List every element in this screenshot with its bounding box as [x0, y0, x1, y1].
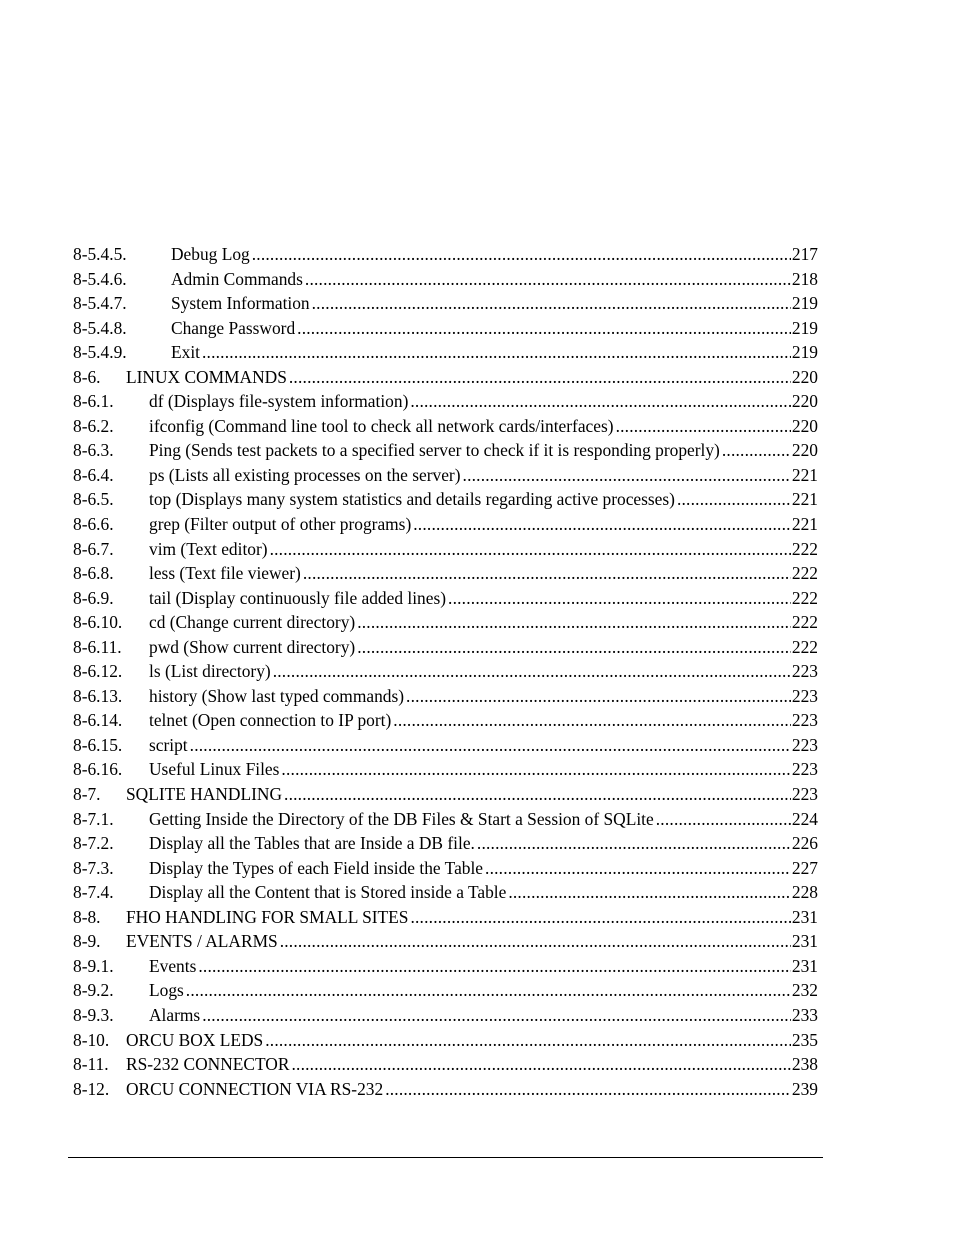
toc-entry[interactable]: [73, 708, 818, 733]
toc-entry-title[interactable]: SQLITE HANDLING: [126, 782, 283, 807]
toc-entry-page-number[interactable]: 218: [791, 268, 818, 289]
toc-entry-page-number[interactable]: 231: [791, 931, 818, 952]
toc-dot-leader: [357, 610, 791, 635]
toc-entry[interactable]: [73, 929, 818, 954]
toc-entry-number: 8-9.3.: [73, 1004, 114, 1025]
toc-entry-title[interactable]: Getting Inside the Directory of the DB Files & Start a Session of SQLite: [149, 807, 655, 832]
toc-entry-title[interactable]: less (Text file viewer): [149, 561, 302, 586]
toc-entry-body: [149, 586, 818, 611]
toc-entry-number: 8-6.1.: [73, 391, 114, 412]
toc-dot-leader: [357, 635, 791, 660]
toc-entry-number: 8-7.1.: [73, 808, 114, 829]
toc-dot-leader: [190, 733, 791, 758]
toc-entry-title[interactable]: tail (Display continuously file added lines): [149, 586, 447, 611]
toc-entry-number: 8-7.2.: [73, 833, 114, 854]
toc-entry-number: 8-6.14.: [73, 710, 123, 731]
toc-entry[interactable]: [73, 340, 818, 365]
toc-entry[interactable]: [73, 463, 818, 488]
toc-entry-page-number[interactable]: 226: [791, 833, 818, 854]
toc-entry-body: [149, 610, 818, 635]
toc-entry-page-number[interactable]: 221: [791, 514, 818, 535]
toc-entry-title[interactable]: LINUX COMMANDS: [126, 365, 288, 390]
toc-dot-leader: [252, 242, 791, 267]
toc-entry-body: [149, 635, 818, 660]
toc-entry-page-number[interactable]: 223: [791, 784, 818, 805]
toc-entry[interactable]: [73, 831, 818, 856]
toc-entry-page-number[interactable]: 233: [791, 1004, 818, 1025]
toc-dot-leader: [410, 905, 790, 930]
toc-entry-page-number[interactable]: 227: [791, 857, 818, 878]
toc-entry-number: 8-9.: [73, 931, 101, 952]
toc-entry-page-number[interactable]: 223: [791, 759, 818, 780]
toc-entry-title[interactable]: Ping (Sends test packets to a specified server to check if it is responding properly): [149, 438, 721, 463]
toc-entry-number: 8-6.7.: [73, 538, 114, 559]
toc-entry-body: [149, 733, 818, 758]
toc-dot-leader: [273, 659, 791, 684]
toc-entry-page-number[interactable]: 220: [791, 366, 818, 387]
toc-entry-body: [149, 561, 818, 586]
toc-entry-body: [149, 414, 818, 439]
toc-entry-number: 8-11.: [73, 1054, 109, 1075]
toc-entry-page-number[interactable]: 217: [791, 244, 818, 264]
toc-entry-body: [171, 340, 818, 365]
toc-dot-leader: [393, 708, 791, 733]
toc-entry-page-number[interactable]: 220: [791, 440, 818, 461]
toc-dot-leader: [413, 512, 791, 537]
toc-entry-number: 8-6.5.: [73, 489, 114, 510]
toc-entry-body: [149, 438, 818, 463]
toc-entry[interactable]: [73, 537, 818, 562]
toc-dot-leader: [616, 414, 791, 439]
toc-entry-title[interactable]: ORCU BOX LEDS: [126, 1028, 264, 1053]
toc-entry-title[interactable]: Admin Commands: [171, 267, 304, 292]
toc-entry-number: 8-6.3.: [73, 440, 114, 461]
toc-entry-body: [149, 684, 818, 709]
toc-entry[interactable]: [73, 733, 818, 758]
toc-entry-number: 8-6.10.: [73, 612, 123, 633]
toc-entry-number: 8-5.4.7.: [73, 293, 127, 314]
toc-entry-number: 8-7.3.: [73, 857, 114, 878]
toc-entry-title[interactable]: Display all the Tables that are Inside a DB file.: [149, 831, 476, 856]
toc-entry-title[interactable]: ORCU CONNECTION VIA RS-232: [126, 1077, 384, 1102]
toc-entry[interactable]: [73, 1028, 818, 1053]
toc-entry-number: 8-6.15.: [73, 734, 123, 755]
toc-dot-leader: [722, 438, 791, 463]
toc-entry-page-number[interactable]: 221: [791, 464, 818, 485]
toc-entry-page-number[interactable]: 219: [791, 317, 818, 338]
toc-entry-title[interactable]: top (Displays many system statistics and details regarding active processes): [149, 487, 676, 512]
toc-entry[interactable]: [73, 1052, 818, 1077]
toc-entry-title[interactable]: Alarms: [149, 1003, 201, 1028]
toc-entry-page-number[interactable]: 219: [791, 342, 818, 363]
toc-entry-body: [126, 782, 818, 807]
toc-dot-leader: [677, 487, 791, 512]
footer-divider: [68, 1157, 823, 1158]
toc-entry-body: [149, 757, 818, 782]
toc-entry-body: [171, 267, 818, 292]
table-of-contents: [73, 242, 818, 1101]
toc-dot-leader: [485, 856, 791, 881]
toc-entry-number: 8-12.: [73, 1078, 110, 1099]
toc-dot-leader: [477, 831, 791, 856]
toc-entry-number: 8-6.9.: [73, 587, 114, 608]
toc-entry-body: [149, 487, 818, 512]
toc-entry[interactable]: [73, 438, 818, 463]
toc-entry[interactable]: [73, 1003, 818, 1028]
toc-entry-number: 8-6.: [73, 366, 101, 387]
toc-entry-page-number[interactable]: 220: [791, 391, 818, 412]
toc-entry-page-number[interactable]: 222: [791, 636, 818, 657]
toc-entry-body: [149, 978, 818, 1003]
toc-entry[interactable]: [73, 782, 818, 807]
toc-entry-number: 8-8.: [73, 906, 101, 927]
toc-entry-body: [126, 905, 818, 930]
toc-entry[interactable]: [73, 365, 818, 390]
toc-entry[interactable]: [73, 487, 818, 512]
toc-entry[interactable]: [73, 291, 818, 316]
toc-entry-page-number[interactable]: 231: [791, 955, 818, 976]
toc-entry-title[interactable]: Display the Types of each Field inside the Table: [149, 856, 484, 881]
toc-entry-number: 8-6.12.: [73, 661, 123, 682]
toc-entry-title[interactable]: Events: [149, 954, 197, 979]
toc-entry-title[interactable]: ls (List directory): [149, 659, 272, 684]
toc-entry-title[interactable]: Exit: [171, 340, 201, 365]
toc-entry[interactable]: [73, 316, 818, 341]
toc-dot-leader: [508, 880, 791, 905]
toc-entry-number: 8-6.4.: [73, 464, 114, 485]
toc-entry-number: 8-9.2.: [73, 980, 114, 1001]
toc-entry-title[interactable]: telnet (Open connection to IP port): [149, 708, 392, 733]
toc-entry-title[interactable]: System Information: [171, 291, 311, 316]
toc-entry[interactable]: [73, 414, 818, 439]
toc-entry-title[interactable]: Change Password: [171, 316, 296, 341]
toc-entry-page-number[interactable]: 220: [791, 415, 818, 436]
toc-entry[interactable]: [73, 659, 818, 684]
toc-entry-page-number[interactable]: 224: [791, 808, 818, 829]
toc-entry-number: 8-6.8.: [73, 563, 114, 584]
toc-entry-title[interactable]: pwd (Show current directory): [149, 635, 356, 660]
toc-dot-leader: [284, 782, 791, 807]
toc-entry-body: [149, 389, 818, 414]
toc-entry[interactable]: [73, 954, 818, 979]
toc-dot-leader: [198, 954, 791, 979]
toc-dot-leader: [280, 929, 791, 954]
toc-entry-title[interactable]: Logs: [149, 978, 185, 1003]
toc-entry-title[interactable]: ps (Lists all existing processes on the server): [149, 463, 462, 488]
toc-entry-body: [149, 537, 818, 562]
toc-entry-page-number[interactable]: 231: [791, 906, 818, 927]
toc-entry-body: [149, 708, 818, 733]
toc-entry-title[interactable]: grep (Filter output of other programs): [149, 512, 412, 537]
toc-entry-body: [149, 880, 818, 905]
toc-entry[interactable]: [73, 267, 818, 292]
toc-entry[interactable]: [73, 807, 818, 832]
toc-entry[interactable]: [73, 757, 818, 782]
toc-entry-title[interactable]: ifconfig (Command line tool to check all network cards/interfaces): [149, 414, 615, 439]
toc-entry-page-number[interactable]: 232: [791, 980, 818, 1001]
toc-entry[interactable]: [73, 856, 818, 881]
toc-entry-number: 8-5.4.9.: [73, 342, 127, 363]
toc-dot-leader: [202, 340, 791, 365]
toc-dot-leader: [186, 978, 791, 1003]
toc-entry-body: [149, 856, 818, 881]
toc-dot-leader: [305, 267, 791, 292]
toc-dot-leader: [291, 1052, 790, 1077]
toc-entry-body: [171, 242, 818, 267]
toc-entry-title[interactable]: Useful Linux Files: [149, 757, 280, 782]
toc-entry-title[interactable]: df (Displays file-system information): [149, 389, 409, 414]
toc-entry-number: 8-10.: [73, 1029, 110, 1050]
toc-entry-number: 8-6.11.: [73, 636, 122, 657]
toc-entry-number: 8-5.4.5.: [73, 244, 127, 264]
toc-entry-number: 8-7.4.: [73, 882, 114, 903]
toc-dot-leader: [406, 684, 791, 709]
toc-entry-page-number[interactable]: 221: [791, 489, 818, 510]
toc-dot-leader: [410, 389, 791, 414]
toc-entry-body: [126, 1052, 818, 1077]
toc-entry[interactable]: [73, 561, 818, 586]
toc-dot-leader: [463, 463, 791, 488]
toc-entry-number: 8-7.: [73, 784, 101, 805]
toc-entry-body: [149, 954, 818, 979]
toc-entry-page-number[interactable]: 223: [791, 685, 818, 706]
toc-entry-title[interactable]: vim (Text editor): [149, 537, 269, 562]
toc-entry-number: 8-9.1.: [73, 955, 114, 976]
toc-dot-leader: [385, 1077, 791, 1102]
toc-dot-leader: [312, 291, 791, 316]
toc-entry-body: [171, 291, 818, 316]
toc-entry-page-number[interactable]: 222: [791, 538, 818, 559]
toc-entry-page-number[interactable]: 223: [791, 734, 818, 755]
toc-entry-title[interactable]: FHO HANDLING FOR SMALL SITES: [126, 905, 409, 930]
toc-entry[interactable]: [73, 1077, 818, 1102]
toc-entry-number: 8-6.13.: [73, 685, 123, 706]
toc-entry-body: [149, 1003, 818, 1028]
toc-entry-page-number[interactable]: 235: [791, 1029, 818, 1050]
toc-entry-page-number[interactable]: 238: [791, 1054, 818, 1075]
toc-entry-number: 8-5.4.6.: [73, 268, 127, 289]
toc-entry-number: 8-5.4.8.: [73, 317, 127, 338]
toc-entry[interactable]: [73, 586, 818, 611]
toc-entry-page-number[interactable]: 223: [791, 661, 818, 682]
toc-entry-title[interactable]: history (Show last typed commands): [149, 684, 405, 709]
toc-entry-body: [149, 831, 818, 856]
toc-dot-leader: [281, 757, 790, 782]
toc-entry-page-number[interactable]: 219: [791, 293, 818, 314]
toc-entry-body: [149, 807, 818, 832]
toc-entry-body: [126, 365, 818, 390]
toc-dot-leader: [289, 365, 791, 390]
toc-entry-page-number[interactable]: 223: [791, 710, 818, 731]
toc-dot-leader: [270, 537, 791, 562]
toc-entry-body: [149, 659, 818, 684]
toc-entry-body: [126, 1077, 818, 1102]
toc-entry[interactable]: [73, 880, 818, 905]
toc-entry[interactable]: [73, 635, 818, 660]
toc-entry[interactable]: [73, 684, 818, 709]
toc-entry[interactable]: [73, 905, 818, 930]
toc-entry-body: [149, 463, 818, 488]
toc-entry-page-number[interactable]: 222: [791, 563, 818, 584]
toc-entry-title[interactable]: RS-232 CONNECTOR: [126, 1052, 290, 1077]
toc-entry[interactable]: [73, 512, 818, 537]
toc-entry-body: [126, 1028, 818, 1053]
toc-entry-number: 8-6.16.: [73, 759, 123, 780]
toc-entry-page-number[interactable]: 239: [791, 1078, 818, 1099]
toc-dot-leader: [297, 316, 791, 341]
toc-entry[interactable]: [73, 978, 818, 1003]
toc-dot-leader: [265, 1028, 791, 1053]
toc-entry[interactable]: [73, 242, 818, 267]
toc-entry-page-number[interactable]: 228: [791, 882, 818, 903]
toc-entry-title[interactable]: cd (Change current directory): [149, 610, 356, 635]
toc-entry-title[interactable]: Debug Log: [171, 242, 251, 267]
toc-entry-number: 8-6.2.: [73, 415, 114, 436]
toc-dot-leader: [656, 807, 791, 832]
toc-dot-leader: [448, 586, 791, 611]
toc-entry-body: [171, 316, 818, 341]
toc-entry[interactable]: [73, 610, 818, 635]
toc-entry-body: [149, 512, 818, 537]
toc-entry-number: 8-6.6.: [73, 514, 114, 535]
toc-dot-leader: [202, 1003, 791, 1028]
toc-dot-leader: [303, 561, 791, 586]
toc-entry-body: [126, 929, 818, 954]
toc-entry-page-number[interactable]: 222: [791, 612, 818, 633]
toc-entry-page-number[interactable]: 222: [791, 587, 818, 608]
toc-entry-title[interactable]: script: [149, 733, 189, 758]
toc-entry[interactable]: [73, 389, 818, 414]
toc-entry-title[interactable]: Display all the Content that is Stored inside a Table: [149, 880, 507, 905]
toc-entry-title[interactable]: EVENTS / ALARMS: [126, 929, 279, 954]
